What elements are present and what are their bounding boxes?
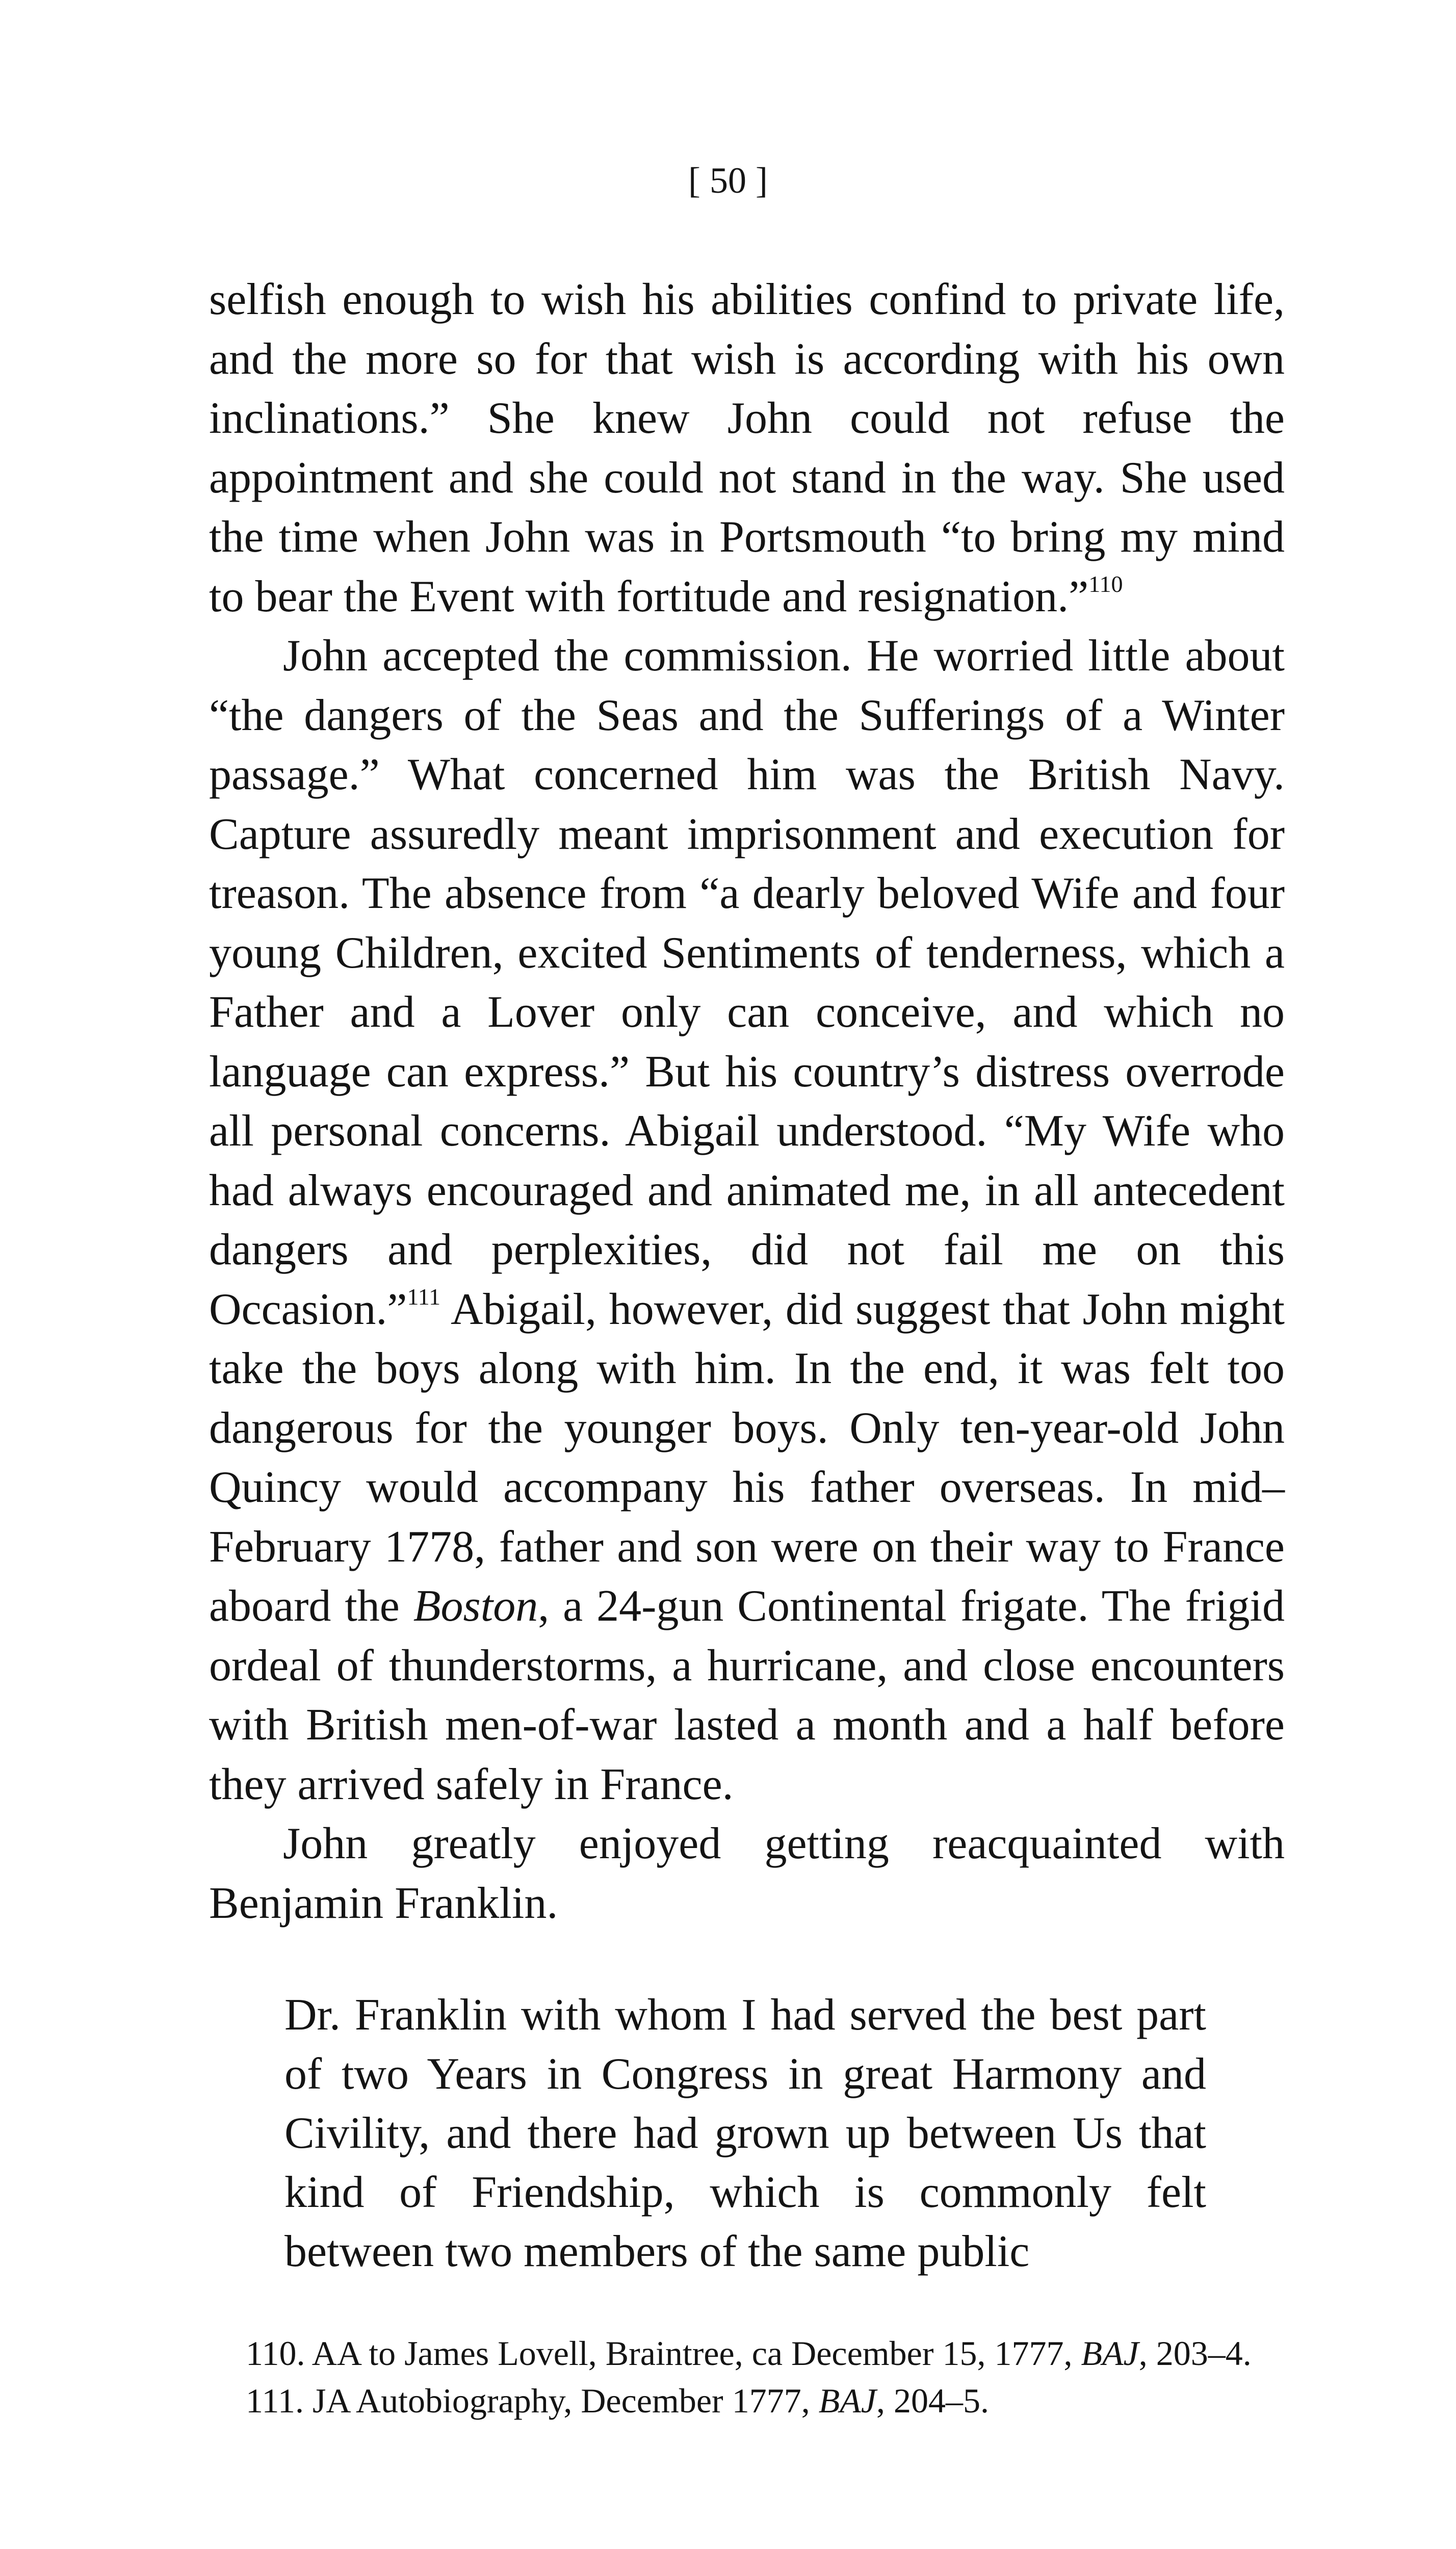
footnotes bbox=[209, 2330, 1285, 2425]
block-quote bbox=[284, 1986, 1206, 2281]
footnote-ref-110: 110 bbox=[1088, 570, 1123, 597]
ship-name: Boston bbox=[413, 1581, 538, 1631]
footnote-111-source: BAJ bbox=[818, 2381, 876, 2420]
footnote-111-text-a: 111. JA Autobiography, December 1777, bbox=[246, 2381, 819, 2420]
paragraph-3: John greatly enjoyed getting reacquainted with Benjamin Franklin. bbox=[209, 1819, 1285, 1928]
footnote-111 bbox=[209, 2377, 1285, 2425]
footnote-ref-111: 111 bbox=[407, 1283, 441, 1310]
footnote-110-text-b: , 203–4. bbox=[1138, 2334, 1252, 2373]
footnote-110-text-a: 110. AA to James Lovell, Braintree, ca December 15, 1777, bbox=[246, 2334, 1081, 2373]
page-number: [ 50 ] bbox=[688, 160, 768, 201]
footnote-111-text-b: , 204–5. bbox=[876, 2381, 989, 2420]
block-quote-text: Dr. Franklin with whom I had served the best part of two Years in Congress in great Harmony and Civility, and there had grown up between Us that kind of Friendship, which is commonly felt between two members of the same public bbox=[284, 1990, 1206, 2276]
footnote-110-source: BAJ bbox=[1081, 2334, 1139, 2373]
paragraph-2-text-b: Abigail, however, did suggest that John might take the boys along with him. In the end, it was felt too dangerous for the younger boys. Only ten-year-old John Quincy would accompany his father overseas. In mid–February 1778, father and son were on their way to France aboard the bbox=[209, 1284, 1285, 1631]
paragraph-2-text-c: , a 24-gun Continental frigate. The frigid ordeal of thunderstorms, a hurricane, and close encounters with British men-of-war lasted a month and a half before they arrived safely in France. bbox=[209, 1581, 1285, 1809]
paragraph-2-text-a: John accepted the commission. He worried little about “the dangers of the Seas and the Sufferings of a Winter passage.” What concerned him was the British Navy. Capture assuredly meant imprisonment and execution for treason. The absence from “a dearly beloved Wife and four young Children, excited Sentiments of tenderness, which a Father and a Lover only can conceive, and which no language can express.” But his country’s distress overrode all personal concerns. Abigail understood. “My Wife who had always encouraged and animated me, in all antecedent dangers and perplexities, did not fail me on this Occasion.” bbox=[209, 631, 1285, 1334]
body-text bbox=[209, 270, 1285, 1933]
paragraph-1-text: selfish enough to wish his abilities confind to private life, and the more so for that wish is according with his own inclinations.” She knew John could not refuse the appointment and she could not stand in the way. She used the time when John was in Portsmouth “to bring my mind to bear the Event with fortitude and resignation.” bbox=[209, 275, 1285, 621]
paragraph-2 bbox=[209, 627, 1285, 1814]
paragraph-1 bbox=[209, 270, 1285, 627]
footnote-110 bbox=[209, 2330, 1285, 2377]
